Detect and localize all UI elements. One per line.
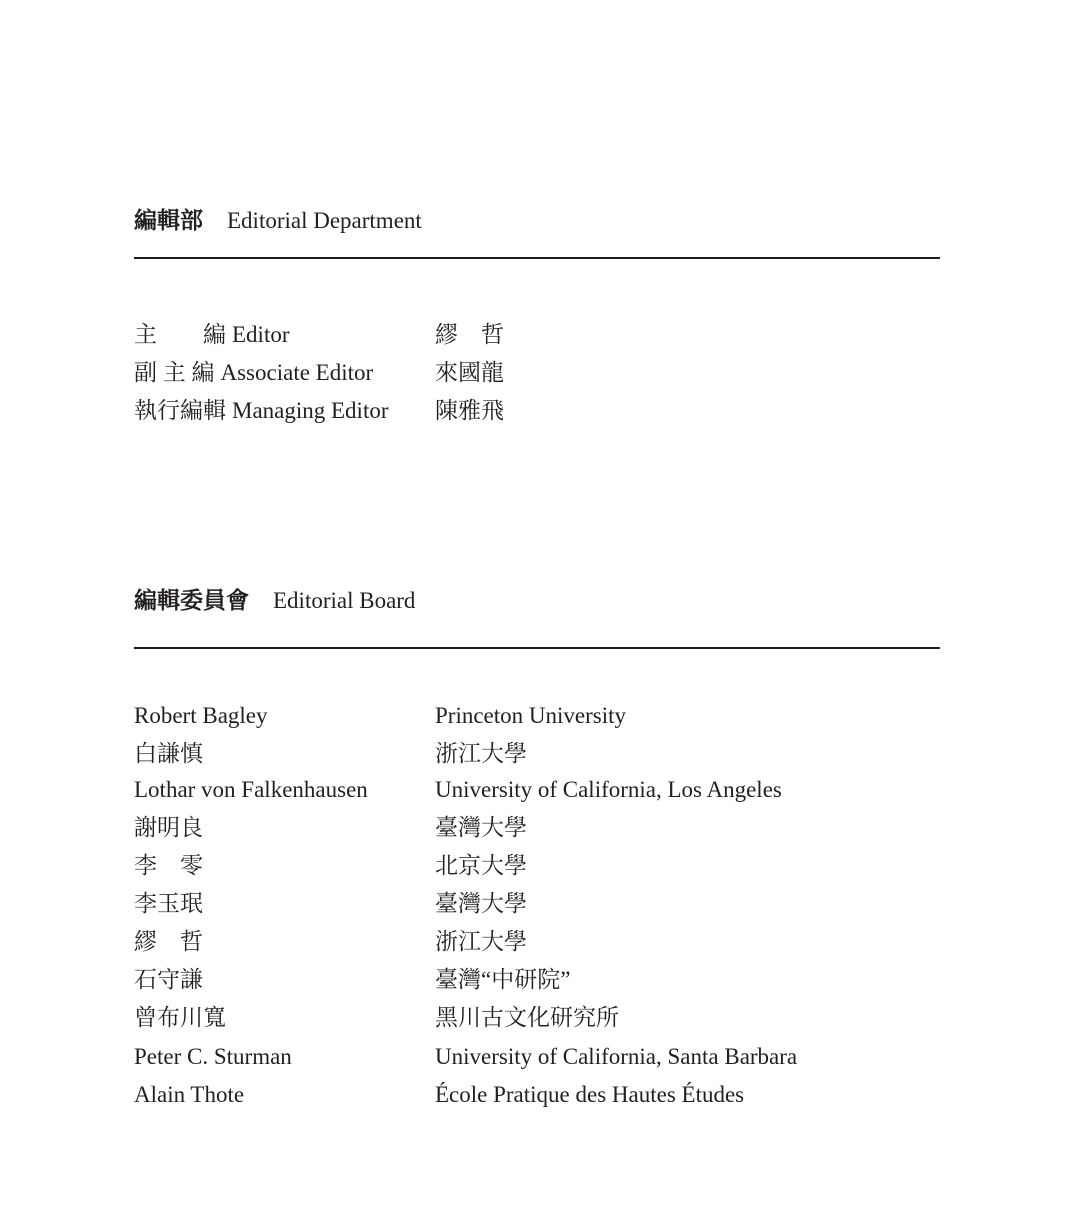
member-name: 謝明良 (134, 815, 203, 840)
section-divider (134, 257, 940, 259)
member-name: Robert Bagley (134, 703, 268, 728)
role-title-en: Associate Editor (220, 360, 374, 385)
member-affiliation: Princeton University (435, 703, 626, 728)
member-name: 繆 哲 (134, 929, 203, 954)
editorial-department-heading (134, 207, 422, 235)
member-name: Peter C. Sturman (134, 1044, 292, 1069)
editorial-board-heading (134, 587, 415, 615)
editorial-board-heading-zh: 編輯委員會 (134, 588, 249, 613)
member-affiliation: 浙江大學 (435, 741, 527, 766)
member-affiliation: 浙江大學 (435, 929, 527, 954)
role-holder-name: 繆 哲 (435, 322, 504, 347)
member-name: 李 零 (134, 853, 203, 878)
member-affiliation: University of California, Los Angeles (435, 777, 782, 802)
role-title-en: Managing Editor (232, 398, 389, 423)
editorial-board-heading-en: Editorial Board (273, 588, 416, 613)
role-holder-name: 陳雅飛 (435, 398, 504, 423)
member-affiliation: 臺灣大學 (435, 815, 527, 840)
editorial-department-heading-en: Editorial Department (227, 208, 422, 233)
member-affiliation: École Pratique des Hautes Études (435, 1082, 745, 1107)
role-holder-name: 來國龍 (435, 360, 504, 385)
member-name: 石守謙 (134, 967, 203, 992)
member-name: Lothar von Falkenhausen (134, 777, 368, 802)
member-name: 曾布川寬 (134, 1005, 226, 1030)
role-title-en: Editor (232, 322, 290, 347)
editorial-department-heading-zh: 編輯部 (134, 208, 203, 233)
member-affiliation: 臺灣大學 (435, 891, 527, 916)
member-name: Alain Thote (134, 1082, 245, 1107)
member-affiliation: 北京大學 (435, 853, 527, 878)
role-title-zh: 主 編 (134, 322, 226, 347)
member-name: 李玉珉 (134, 891, 203, 916)
member-affiliation: University of California, Santa Barbara (435, 1044, 798, 1069)
member-affiliation: 黑川古文化研究所 (435, 1005, 619, 1030)
section-divider (134, 647, 940, 649)
role-title-zh: 副 主 編 (134, 360, 215, 385)
member-affiliation: 臺灣“中研院” (435, 967, 571, 992)
member-name: 白謙慎 (134, 741, 203, 766)
role-title-zh: 執行編輯 (134, 398, 226, 423)
